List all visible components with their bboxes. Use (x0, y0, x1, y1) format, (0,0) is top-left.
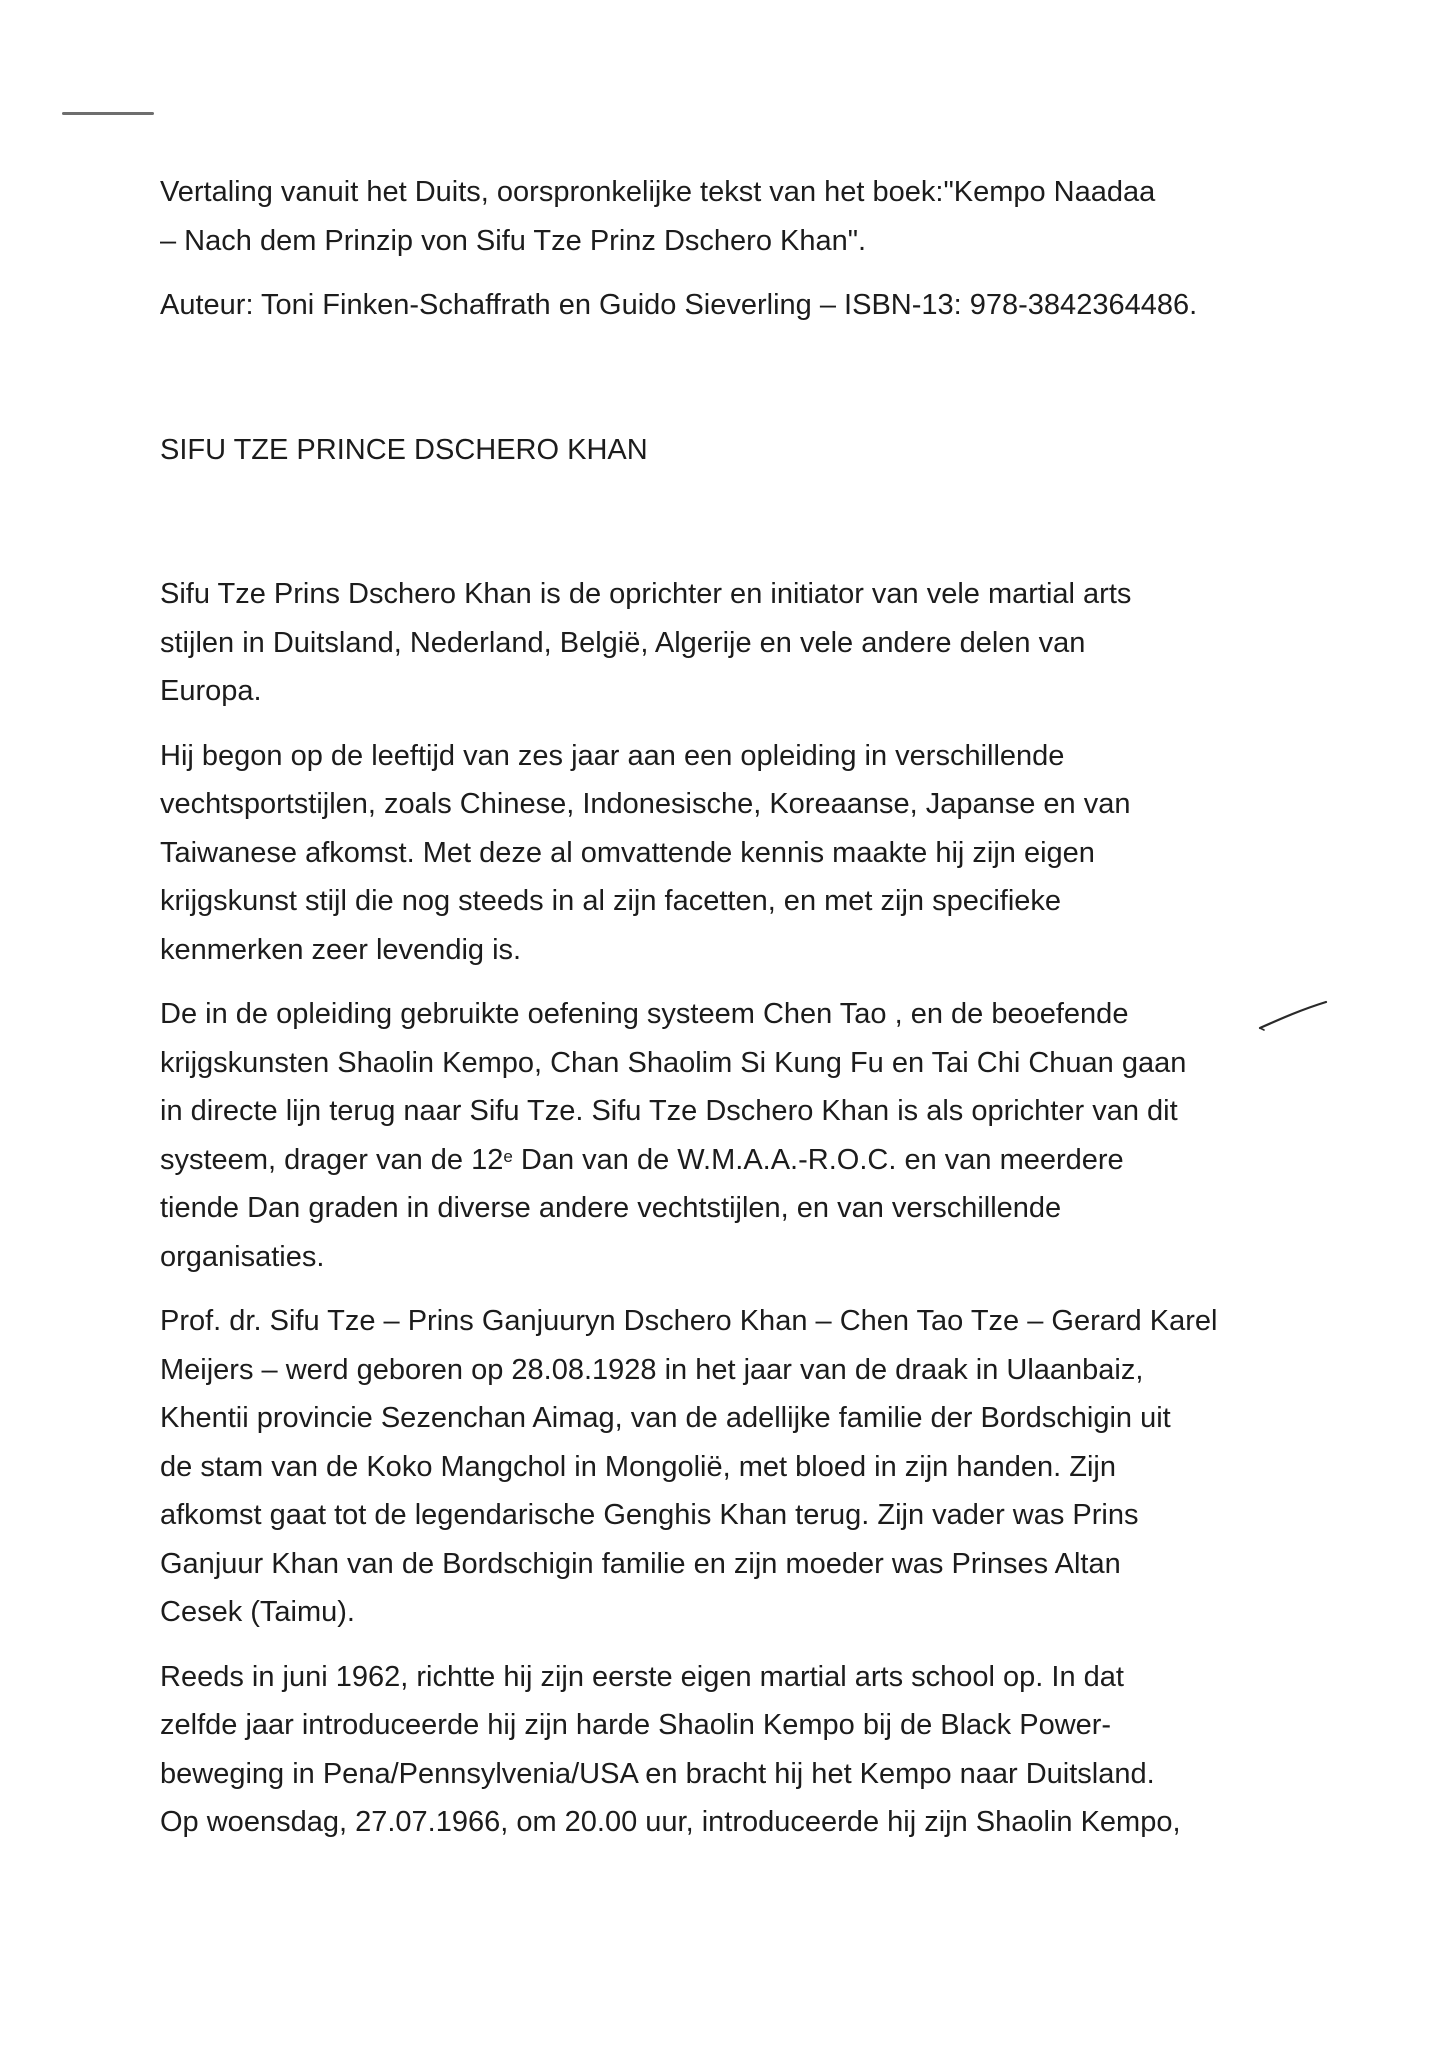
paragraph-line: krijgskunst stijl die nog steeds in al zijn facetten, en met zijn specifieke (160, 885, 1062, 917)
paragraph-line: vechtsportstijlen, zoals Chinese, Indonesische, Koreaanse, Japanse en van (160, 788, 1131, 820)
paragraph-line: Cesek (Taimu). (160, 1596, 355, 1628)
author-line (160, 281, 1300, 330)
paragraph-line: stijlen in Duitsland, Nederland, België, Algerije en vele andere delen van (160, 626, 1086, 659)
page-title (160, 426, 1300, 475)
paragraph-line: zelfde jaar introduceerde hij zijn harde Shaolin Kempo bij de Black Power- (160, 1709, 1112, 1741)
document-body (160, 168, 1300, 1847)
paragraph-line: Prof. dr. Sifu Tze – Prins Ganjuuryn Dschero Khan – Chen Tao Tze – Gerard Karel (160, 1305, 1218, 1337)
paragraph-line: afkomst gaat tot de legendarische Genghis Khan terug. Zijn vader was Prins (160, 1499, 1139, 1531)
paragraph-3 (160, 990, 1300, 1281)
paragraph-line: Op woensdag, 27.07.1966, om 20.00 uur, introduceerde hij zijn Shaolin Kempo, (160, 1806, 1181, 1838)
author-text: Auteur: Toni Finken-Schaffrath en Guido Sieverling – ISBN-13: 978-3842364486. (160, 289, 1198, 321)
paragraph-line: Ganjuur Khan van de Bordschigin familie en zijn moeder was Prinses Altan (160, 1547, 1121, 1580)
translation-note (160, 168, 1300, 265)
paragraph-line: beweging in Pena/Pennsylvenia/USA en bracht hij het Kempo naar Duitsland. (160, 1757, 1155, 1790)
paragraph-line: in directe lijn terug naar Sifu Tze. Sifu Tze Dschero Khan is als oprichter van dit (160, 1095, 1178, 1127)
paragraph-2 (160, 732, 1300, 975)
paragraph-line: Meijers – werd geboren op 28.08.1928 in het jaar van de draak in Ulaanbaiz, (160, 1353, 1144, 1386)
paragraph-line: De in de opleiding gebruikte oefening systeem Chen Tao , en de beoefende (160, 998, 1129, 1030)
paragraph-line: kenmerken zeer levendig is. (160, 933, 522, 966)
translation-note-line: – Nach dem Prinzip von Sifu Tze Prinz Dschero Khan". (160, 224, 867, 257)
paragraph-line: krijgskunsten Shaolin Kempo, Chan Shaolim Si Kung Fu en Tai Chi Chuan gaan (160, 1046, 1187, 1079)
paragraph-4 (160, 1297, 1300, 1637)
paragraph-line: Sifu Tze Prins Dschero Khan is de oprichter en initiator van vele martial arts (160, 578, 1132, 610)
paragraph-line: tiende Dan graden in diverse andere vechtstijlen, en van verschillende (160, 1192, 1062, 1224)
superscript: e (503, 1146, 513, 1166)
line-text-after-superscript: Dan van de W.M.A.A.-R.O.C. en van meerdere (512, 1143, 1124, 1176)
line-text-before-superscript: systeem, drager van de 12 (160, 1143, 504, 1176)
paragraph-line: Hij begon op de leeftijd van zes jaar aan een opleiding in verschillende (160, 739, 1065, 772)
translation-note-line: Vertaling vanuit het Duits, oorspronkelijke tekst van het boek:"Kempo Naadaa (160, 176, 1156, 208)
paragraph-line (160, 1136, 1300, 1185)
paragraph-5 (160, 1653, 1300, 1847)
page-title-text: SIFU TZE PRINCE DSCHERO KHAN (160, 433, 648, 466)
paragraph-line: de stam van de Koko Mangchol in Mongolië, met bloed in zijn handen. Zijn (160, 1450, 1116, 1483)
paragraph-line: Europa. (160, 675, 262, 707)
paragraph-1 (160, 570, 1300, 716)
scan-line-mark (62, 112, 154, 115)
paragraph-line: Reeds in juni 1962, richtte hij zijn eerste eigen martial arts school op. In dat (160, 1660, 1124, 1693)
paragraph-line: organisaties. (160, 1240, 325, 1273)
paragraph-line: Taiwanese afkomst. Met deze al omvattende kennis maakte hij zijn eigen (160, 836, 1095, 869)
paragraph-line: Khentii provincie Sezenchan Aimag, van de adellijke familie der Bordschigin uit (160, 1402, 1171, 1434)
